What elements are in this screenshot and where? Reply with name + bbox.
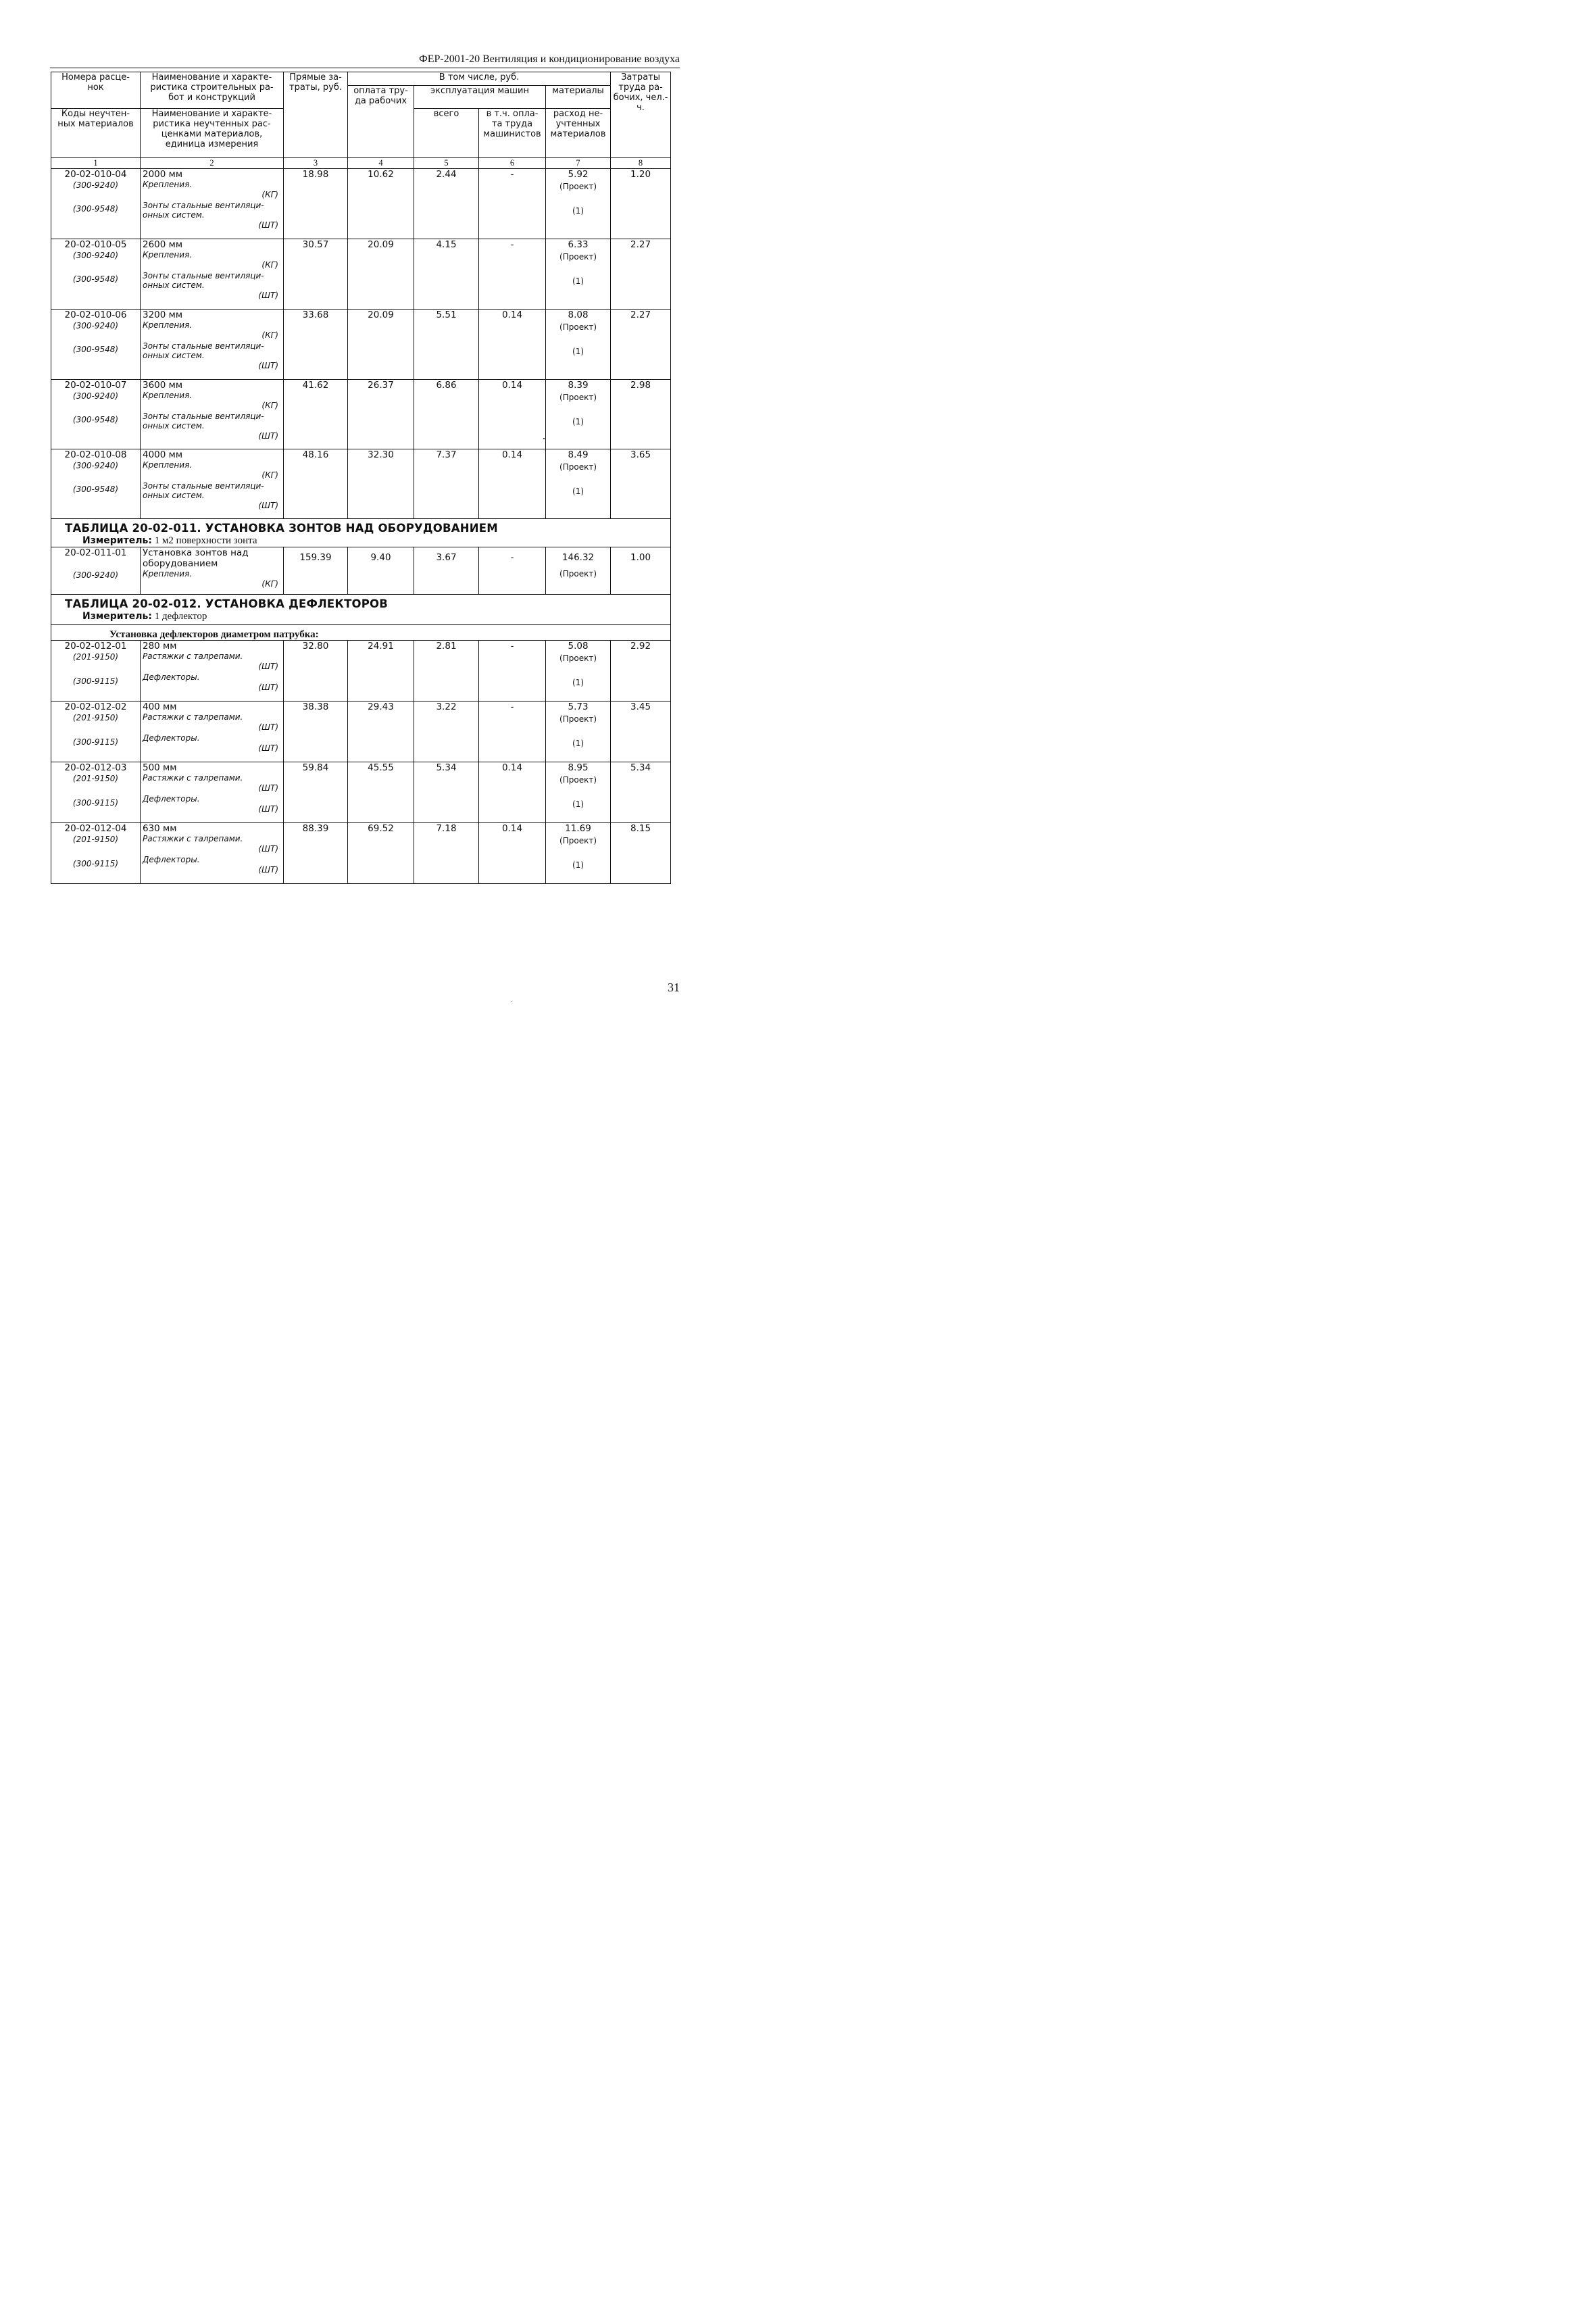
rate-description-cell [141, 547, 284, 595]
rate-description-cell [141, 310, 284, 380]
labor-hours: 2.98 [611, 380, 671, 449]
materials-cost: 8.49 [568, 449, 589, 460]
section-011-header [51, 519, 671, 547]
rate-row [51, 310, 671, 380]
rate-code-cell [51, 823, 141, 884]
material-quantity: (Проект) [559, 322, 597, 332]
machinists-pay: 0.14 [479, 823, 546, 884]
rate-code-cell [51, 641, 141, 701]
material-name: Растяжки с талрепами. [143, 773, 243, 783]
work-name: 630 мм [143, 823, 177, 834]
labor-pay: 20.09 [348, 310, 414, 380]
section-subtitle: Установка дефлекторов диаметром патрубка: [109, 629, 319, 640]
rate-code-cell [51, 310, 141, 380]
materials-cell [546, 380, 611, 449]
material-quantity: (Проект) [559, 569, 597, 578]
work-name: 2600 мм [143, 239, 183, 250]
materials-cell [546, 547, 611, 595]
rate-code-cell [51, 169, 141, 239]
rate-description-cell [141, 701, 284, 762]
material-quantity: (Проект) [559, 462, 597, 472]
work-name: 500 мм [143, 762, 177, 773]
work-name: 3200 мм [143, 310, 183, 320]
machinists-pay: - [479, 239, 546, 310]
rate-code: 20-02-010-04 [64, 169, 127, 180]
material-quantity: (Проект) [559, 714, 597, 724]
material-unit: (ШТ) [258, 783, 278, 793]
work-name: 2000 мм [143, 169, 183, 180]
labor-hours: 2.27 [611, 310, 671, 380]
materials-cell [546, 701, 611, 762]
header-col7: расход не-учтенных материалов [546, 109, 611, 158]
rate-description-cell [141, 380, 284, 449]
material-name: Дефлекторы. [143, 733, 200, 743]
rate-description-cell [141, 239, 284, 310]
material-quantity: (Проект) [559, 182, 597, 191]
header-col1-top: Номера расце-нок [51, 72, 141, 109]
subtitle-row [51, 625, 671, 641]
machines-total: 2.44 [414, 169, 479, 239]
rate-row [51, 547, 671, 595]
material-name: Крепления. [143, 180, 193, 189]
rate-row [51, 449, 671, 519]
work-name: 400 мм [143, 701, 177, 712]
rate-code-cell [51, 547, 141, 595]
section-012-header [51, 595, 671, 625]
machines-total: 4.15 [414, 239, 479, 310]
labor-pay: 45.55 [348, 762, 414, 823]
work-name: 280 мм [143, 641, 177, 651]
material-code: (201-9150) [72, 835, 119, 844]
machines-total: 6.86 [414, 380, 479, 449]
material-unit: (ШТ) [258, 291, 278, 300]
measure-line [51, 534, 670, 547]
labor-hours: 2.92 [611, 641, 671, 701]
page-number: 31 [668, 981, 680, 994]
direct-costs: 38.38 [284, 701, 348, 762]
rate-row [51, 239, 671, 310]
material-quantity: (1) [572, 417, 584, 426]
material-code: (300-9115) [72, 798, 119, 808]
header-col2-bottom: Наименование и характе-ристика неучтенных рас-ценками материалов, единица измерения [141, 109, 284, 158]
material-code: (300-9115) [72, 859, 119, 868]
material-unit: (КГ) [261, 579, 278, 589]
machines-total: 3.22 [414, 701, 479, 762]
header-row-1 [51, 72, 671, 86]
rate-code: 20-02-012-02 [64, 701, 127, 712]
material-unit: (ШТ) [258, 743, 278, 753]
header-col5: всего [414, 109, 479, 158]
rate-code: 20-02-010-07 [64, 380, 127, 391]
rate-code: 20-02-012-01 [64, 641, 127, 651]
materials-cell [546, 169, 611, 239]
labor-pay: 9.40 [348, 547, 414, 595]
material-code: (300-9548) [72, 345, 119, 354]
machines-total: 7.37 [414, 449, 479, 519]
column-number: 6 [479, 158, 546, 169]
direct-costs: 18.98 [284, 169, 348, 239]
material-unit: (КГ) [261, 190, 278, 199]
work-name: 4000 мм [143, 449, 183, 460]
rate-code-cell [51, 701, 141, 762]
materials-cost: 5.08 [568, 641, 589, 651]
rate-code: 20-02-012-03 [64, 762, 127, 773]
work-name: 3600 мм [143, 380, 183, 391]
header-col1-bottom: Коды неучтен-ных материалов [51, 109, 141, 158]
header-col3: Прямые за-траты, руб. [284, 72, 348, 158]
material-name: Крепления. [143, 250, 193, 260]
materials-cell [546, 310, 611, 380]
material-name: Зонты стальные вентиляци-онных систем. [143, 412, 264, 430]
labor-hours: 1.00 [611, 547, 671, 595]
material-code: (300-9240) [72, 570, 119, 580]
materials-cost: 8.95 [568, 762, 589, 773]
materials-cost: 5.92 [568, 169, 589, 180]
section-title: ТАБЛИЦА 20-02-011. УСТАНОВКА ЗОНТОВ НАД ОБОРУДОВАНИЕМ [65, 522, 498, 535]
material-name: Растяжки с талрепами. [143, 834, 243, 843]
material-name: Крепления. [143, 320, 193, 330]
header-col4: оплата тру-да рабочих [348, 86, 414, 158]
materials-cell [546, 239, 611, 310]
material-unit: (ШТ) [258, 683, 278, 692]
column-number: 2 [141, 158, 284, 169]
material-code: (300-9240) [72, 180, 119, 190]
machinists-pay: 0.14 [479, 762, 546, 823]
material-unit: (КГ) [261, 330, 278, 340]
material-unit: (ШТ) [258, 865, 278, 875]
material-code: (300-9548) [72, 274, 119, 284]
rate-code: 20-02-011-01 [64, 547, 127, 558]
material-name: Крепления. [143, 460, 193, 470]
rate-row [51, 701, 671, 762]
material-name: Зонты стальные вентиляци-онных систем. [143, 271, 264, 290]
materials-cost: 8.08 [568, 310, 589, 320]
machines-total: 2.81 [414, 641, 479, 701]
material-quantity: (1) [572, 799, 584, 809]
material-name: Зонты стальные вентиляци-онных систем. [143, 481, 264, 500]
materials-cost: 146.32 [562, 552, 595, 563]
direct-costs: 88.39 [284, 823, 348, 884]
material-unit: (ШТ) [258, 844, 278, 854]
rate-row [51, 380, 671, 449]
header-in-total-group: В том числе, руб. [348, 72, 611, 86]
rate-code-cell [51, 762, 141, 823]
labor-pay: 32.30 [348, 449, 414, 519]
materials-cell [546, 449, 611, 519]
labor-pay: 20.09 [348, 239, 414, 310]
page-header: ФЕР-2001-20 Вентиляция и кондиционирование воздуха [419, 53, 680, 65]
measure-label: Измеритель: [82, 611, 152, 622]
material-name: Крепления. [143, 391, 193, 400]
material-quantity: (1) [572, 206, 584, 216]
direct-costs: 33.68 [284, 310, 348, 380]
labor-pay: 24.91 [348, 641, 414, 701]
section-title: ТАБЛИЦА 20-02-012. УСТАНОВКА ДЕФЛЕКТОРОВ [65, 597, 389, 610]
materials-cost: 6.33 [568, 239, 589, 250]
work-name: Установка зонтов над оборудованием [143, 547, 249, 569]
materials-cell [546, 823, 611, 884]
machinists-pay: 0.14 [479, 380, 546, 449]
measure-value: 1 дефлектор [154, 611, 207, 622]
material-quantity: (Проект) [559, 252, 597, 262]
column-number: 5 [414, 158, 479, 169]
direct-costs: 30.57 [284, 239, 348, 310]
material-quantity: (1) [572, 487, 584, 496]
machinists-pay: 0.14 [479, 310, 546, 380]
material-unit: (КГ) [261, 401, 278, 410]
direct-costs: 48.16 [284, 449, 348, 519]
rate-code-cell [51, 449, 141, 519]
materials-cell [546, 641, 611, 701]
material-code: (300-9240) [72, 251, 119, 260]
measure-label: Измеритель: [82, 535, 152, 546]
labor-pay: 10.62 [348, 169, 414, 239]
direct-costs: 59.84 [284, 762, 348, 823]
rate-code-cell [51, 239, 141, 310]
rate-code: 20-02-010-05 [64, 239, 127, 250]
rate-description-cell [141, 762, 284, 823]
material-code: (300-9240) [72, 391, 119, 401]
material-quantity: (1) [572, 347, 584, 356]
machinists-pay: 0.14 [479, 449, 546, 519]
machines-total: 7.18 [414, 823, 479, 884]
materials-cost: 11.69 [565, 823, 591, 834]
column-numbers-row [51, 158, 671, 169]
labor-hours: 5.34 [611, 762, 671, 823]
labor-hours: 3.45 [611, 701, 671, 762]
material-unit: (ШТ) [258, 431, 278, 441]
rate-code: 20-02-010-06 [64, 310, 127, 320]
header-col2-top: Наименование и характе-ристика строительных ра-бот и конструкций [141, 72, 284, 109]
rate-description-cell [141, 169, 284, 239]
material-name: Дефлекторы. [143, 672, 200, 682]
scan-speck [511, 1001, 512, 1002]
machinists-pay: - [479, 169, 546, 239]
rates-table [51, 72, 671, 884]
measure-line [51, 610, 670, 624]
direct-costs: 159.39 [284, 547, 348, 595]
material-quantity: (1) [572, 678, 584, 687]
rate-row [51, 169, 671, 239]
labor-hours: 8.15 [611, 823, 671, 884]
material-quantity: (1) [572, 739, 584, 748]
column-number: 1 [51, 158, 141, 169]
column-number: 3 [284, 158, 348, 169]
material-code: (300-9548) [72, 415, 119, 424]
machinists-pay: - [479, 641, 546, 701]
material-quantity: (1) [572, 860, 584, 870]
labor-pay: 69.52 [348, 823, 414, 884]
rate-description-cell [141, 823, 284, 884]
direct-costs: 41.62 [284, 380, 348, 449]
section-title-row [51, 519, 671, 547]
header-col8: Затраты труда ра-бочих, чел.-ч. [611, 72, 671, 158]
machinists-pay: - [479, 547, 546, 595]
rate-description-cell [141, 449, 284, 519]
subtitle-cell [51, 625, 671, 641]
material-unit: (КГ) [261, 260, 278, 270]
rate-row [51, 641, 671, 701]
materials-cost: 5.73 [568, 701, 589, 712]
rate-description-cell [141, 641, 284, 701]
materials-cell [546, 762, 611, 823]
column-number: 7 [546, 158, 611, 169]
rate-code-cell [51, 380, 141, 449]
material-code: (300-9240) [72, 461, 119, 470]
rate-code: 20-02-010-08 [64, 449, 127, 460]
direct-costs: 32.80 [284, 641, 348, 701]
machines-total: 5.51 [414, 310, 479, 380]
material-code: (201-9150) [72, 652, 119, 662]
header-col6: в т.ч. опла-та труда машинистов [479, 109, 546, 158]
column-number: 4 [348, 158, 414, 169]
header-machines-group: эксплуатация машин [414, 86, 546, 109]
rate-row [51, 762, 671, 823]
material-quantity: (Проект) [559, 836, 597, 845]
material-name: Зонты стальные вентиляци-онных систем. [143, 341, 264, 360]
material-code: (300-9240) [72, 321, 119, 330]
rate-row [51, 823, 671, 884]
material-quantity: (1) [572, 276, 584, 286]
material-name: Растяжки с талрепами. [143, 651, 243, 661]
material-name: Растяжки с талрепами. [143, 712, 243, 722]
rate-code: 20-02-012-04 [64, 823, 127, 834]
material-name: Дефлекторы. [143, 794, 200, 804]
material-name: Зонты стальные вентиляци-онных систем. [143, 201, 264, 220]
machines-total: 5.34 [414, 762, 479, 823]
material-unit: (ШТ) [258, 662, 278, 671]
scan-speck [543, 438, 545, 439]
labor-hours: 2.27 [611, 239, 671, 310]
material-unit: (ШТ) [258, 220, 278, 230]
material-code: (201-9150) [72, 713, 119, 722]
material-quantity: (Проект) [559, 775, 597, 785]
measure-value: 1 м2 поверхности зонта [154, 535, 257, 546]
material-code: (201-9150) [72, 774, 119, 783]
labor-hours: 1.20 [611, 169, 671, 239]
header-materials-group: материалы [546, 86, 611, 109]
material-code: (300-9115) [72, 676, 119, 686]
material-code: (300-9548) [72, 485, 119, 494]
machinists-pay: - [479, 701, 546, 762]
material-unit: (КГ) [261, 470, 278, 480]
section-title-row [51, 595, 671, 625]
material-unit: (ШТ) [258, 804, 278, 814]
labor-pay: 26.37 [348, 380, 414, 449]
material-unit: (ШТ) [258, 361, 278, 370]
material-name: Крепления. [143, 569, 193, 578]
material-code: (300-9115) [72, 737, 119, 747]
material-code: (300-9548) [72, 204, 119, 214]
materials-cost: 8.39 [568, 380, 589, 391]
column-number: 8 [611, 158, 671, 169]
labor-pay: 29.43 [348, 701, 414, 762]
machines-total: 3.67 [414, 547, 479, 595]
material-unit: (ШТ) [258, 501, 278, 510]
material-name: Дефлекторы. [143, 855, 200, 864]
labor-hours: 3.65 [611, 449, 671, 519]
material-unit: (ШТ) [258, 722, 278, 732]
material-quantity: (Проект) [559, 393, 597, 402]
material-quantity: (Проект) [559, 654, 597, 663]
